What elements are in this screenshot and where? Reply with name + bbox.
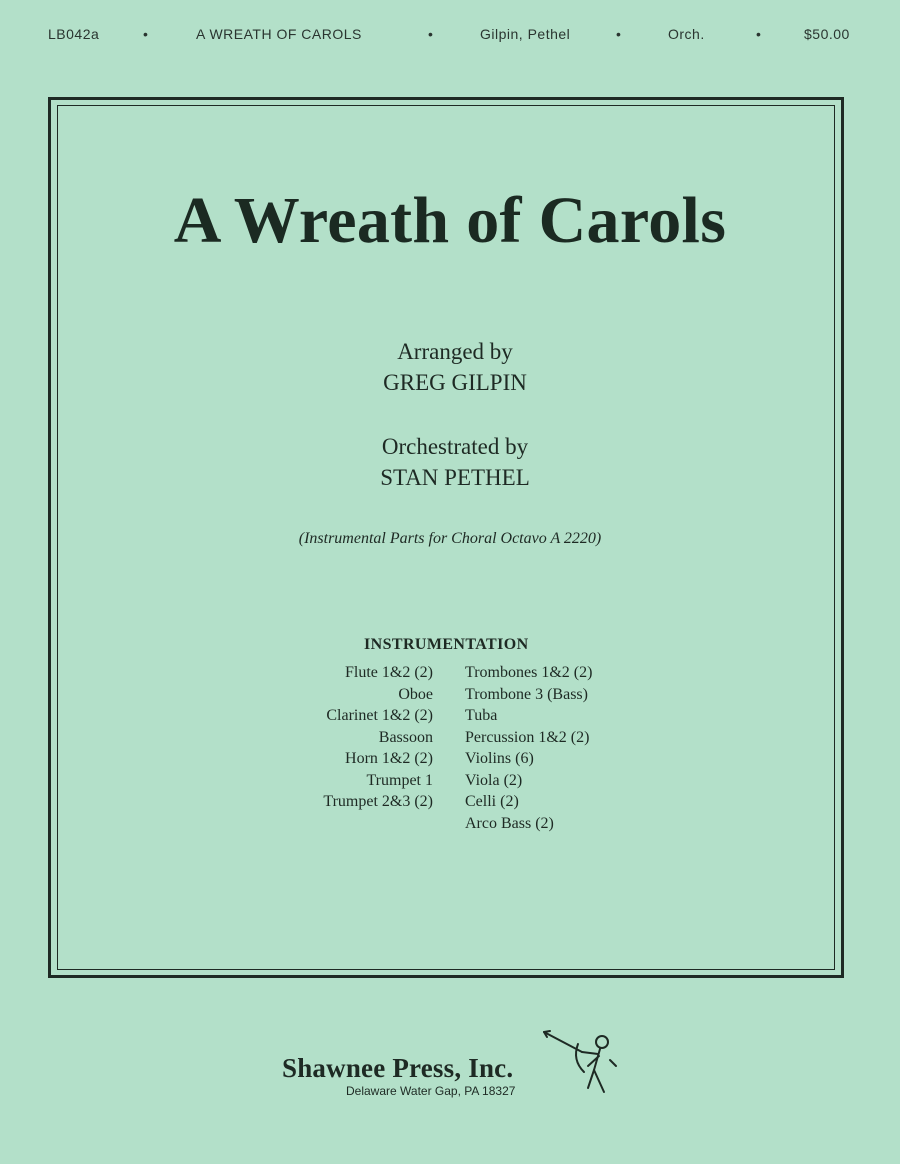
instrument-item: Trombone 3 (Bass) bbox=[465, 685, 588, 703]
separator: • bbox=[616, 26, 622, 42]
header-title: A WREATH OF CAROLS bbox=[196, 26, 362, 42]
header-edition: Orch. bbox=[668, 26, 705, 42]
orchestrator-name: STAN PETHEL bbox=[380, 465, 530, 490]
instrument-item: Trumpet 1 bbox=[366, 771, 433, 789]
instrument-item: Flute 1&2 (2) bbox=[345, 664, 433, 681]
instrument-item: Trombones 1&2 (2) bbox=[465, 664, 593, 681]
instrumentation-heading: INSTRUMENTATION bbox=[364, 636, 529, 653]
cover-title: A Wreath of Carols bbox=[173, 184, 727, 257]
catalog-number: LB042a bbox=[48, 26, 100, 42]
separator: • bbox=[428, 26, 434, 42]
orchestrated-by-label: Orchestrated by bbox=[381, 434, 529, 459]
instrument-item: Oboe bbox=[398, 685, 433, 703]
arranged-by-label: Arranged by bbox=[397, 339, 513, 364]
arranger-name: GREG GILPIN bbox=[383, 370, 527, 395]
publisher-name: Shawnee Press, Inc. bbox=[282, 1053, 514, 1083]
instrument-item: Viola (2) bbox=[465, 771, 523, 789]
header-authors: Gilpin, Pethel bbox=[480, 26, 571, 42]
instrument-item: Celli (2) bbox=[465, 793, 519, 810]
separator: • bbox=[143, 26, 149, 42]
instrument-item: Percussion 1&2 (2) bbox=[465, 728, 590, 746]
instrument-item: Bassoon bbox=[378, 728, 433, 746]
instrument-item: Clarinet 1&2 (2) bbox=[326, 707, 433, 724]
header-price: $50.00 bbox=[804, 26, 850, 42]
instrument-item: Horn 1&2 (2) bbox=[345, 750, 433, 767]
instrument-list-right bbox=[465, 662, 592, 834]
instrument-item: Arco Bass (2) bbox=[465, 814, 554, 832]
publisher-address: Delaware Water Gap, PA 18327 bbox=[346, 1084, 516, 1098]
instrument-item: Tuba bbox=[465, 707, 498, 724]
octavo-note: (Instrumental Parts for Choral Octavo A 2220) bbox=[298, 530, 602, 547]
header-strip bbox=[48, 26, 868, 44]
publisher-logo-icon bbox=[542, 1026, 622, 1096]
separator: • bbox=[756, 26, 762, 42]
instrument-item: Trumpet 2&3 (2) bbox=[323, 793, 433, 810]
instrument-item: Violins (6) bbox=[465, 750, 534, 767]
instrument-list-left bbox=[323, 662, 433, 813]
